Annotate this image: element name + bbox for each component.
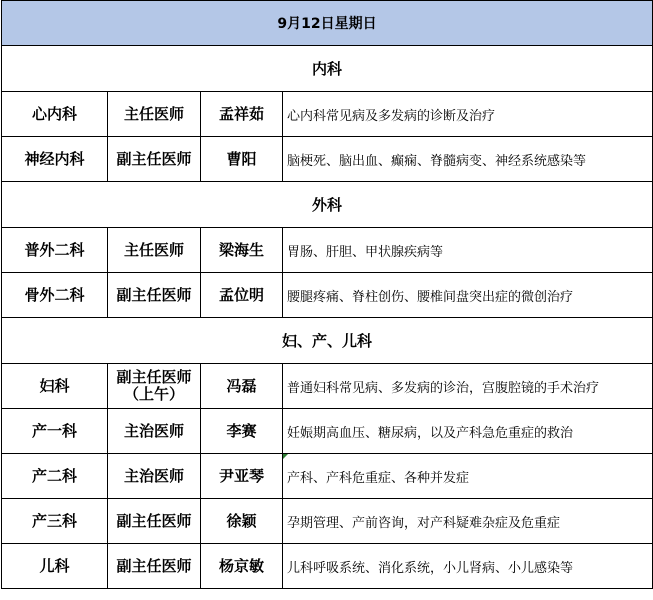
title-row [2,1,653,46]
doctor-cell: 梁海生 [201,228,283,273]
doctor-cell: 孟祥茹 [201,92,283,137]
schedule-table [1,0,653,589]
doctor-cell: 曹阳 [201,137,283,182]
table-row [2,273,653,318]
table-row [2,409,653,454]
doctor-cell: 尹亚琴 [201,454,283,499]
rank-cell: 副主任医师 [108,137,201,182]
specialty-cell: 妊娠期高血压、糖尿病，以及产科急危重症的救治 [283,409,653,454]
section-title: 妇、产、儿科 [2,318,653,364]
table-row [2,137,653,182]
table-row [2,228,653,273]
section-header-row [2,318,653,364]
section-title: 内科 [2,46,653,92]
specialty-cell: 心内科常见病及多发病的诊断及治疗 [283,92,653,137]
rank-text: 副主任医师 [116,368,192,386]
table-row [2,92,653,137]
specialty-cell: 腰腿疼痛、脊柱创伤、腰椎间盘突出症的微创治疗 [283,273,653,318]
department-cell: 产二科 [2,454,108,499]
rank-cell: 主治医师 [108,409,201,454]
department-cell: 产三科 [2,499,108,544]
department-cell: 骨外二科 [2,273,108,318]
rank-cell: 主任医师 [108,228,201,273]
section-header-row [2,46,653,92]
rank-cell: 副主任医师 [108,544,201,589]
doctor-cell: 杨京敏 [201,544,283,589]
department-cell: 妇科 [2,364,108,409]
specialty-cell: 胃肠、肝胆、甲状腺疾病等 [283,228,653,273]
specialty-cell: 儿科呼吸系统、消化系统，小儿肾病、小儿感染等 [283,544,653,589]
rank-cell: 主任医师 [108,92,201,137]
rank-cell: 副主任医师 [108,273,201,318]
doctor-cell: 徐颖 [201,499,283,544]
specialty-cell: 孕期管理、产前咨询，对产科疑难杂症及危重症 [283,499,653,544]
schedule-date-title: 9月12日星期日 [2,1,653,46]
section-title: 外科 [2,182,653,228]
rank-cell [108,364,201,409]
specialty-cell: 脑梗死、脑出血、癫痫、脊髓病变、神经系统感染等 [283,137,653,182]
section-header-row [2,182,653,228]
department-cell: 心内科 [2,92,108,137]
doctor-cell: 李赛 [201,409,283,454]
department-cell: 神经内科 [2,137,108,182]
doctor-cell: 冯磊 [201,364,283,409]
rank-cell: 主治医师 [108,454,201,499]
table-row [2,364,653,409]
department-cell: 普外二科 [2,228,108,273]
rank-cell: 副主任医师 [108,499,201,544]
table-row [2,544,653,589]
specialty-cell: 普通妇科常见病、多发病的诊治，宫腹腔镜的手术治疗 [283,364,653,409]
specialty-text: 产科、产科危重症、各种并发症 [287,470,470,486]
table-row [2,454,653,499]
table-row [2,499,653,544]
rank-time-note: （上午） [123,385,184,403]
department-cell: 儿科 [2,544,108,589]
doctor-cell: 孟位明 [201,273,283,318]
cell-comment-marker [283,454,288,459]
department-cell: 产一科 [2,409,108,454]
specialty-cell [283,454,653,499]
